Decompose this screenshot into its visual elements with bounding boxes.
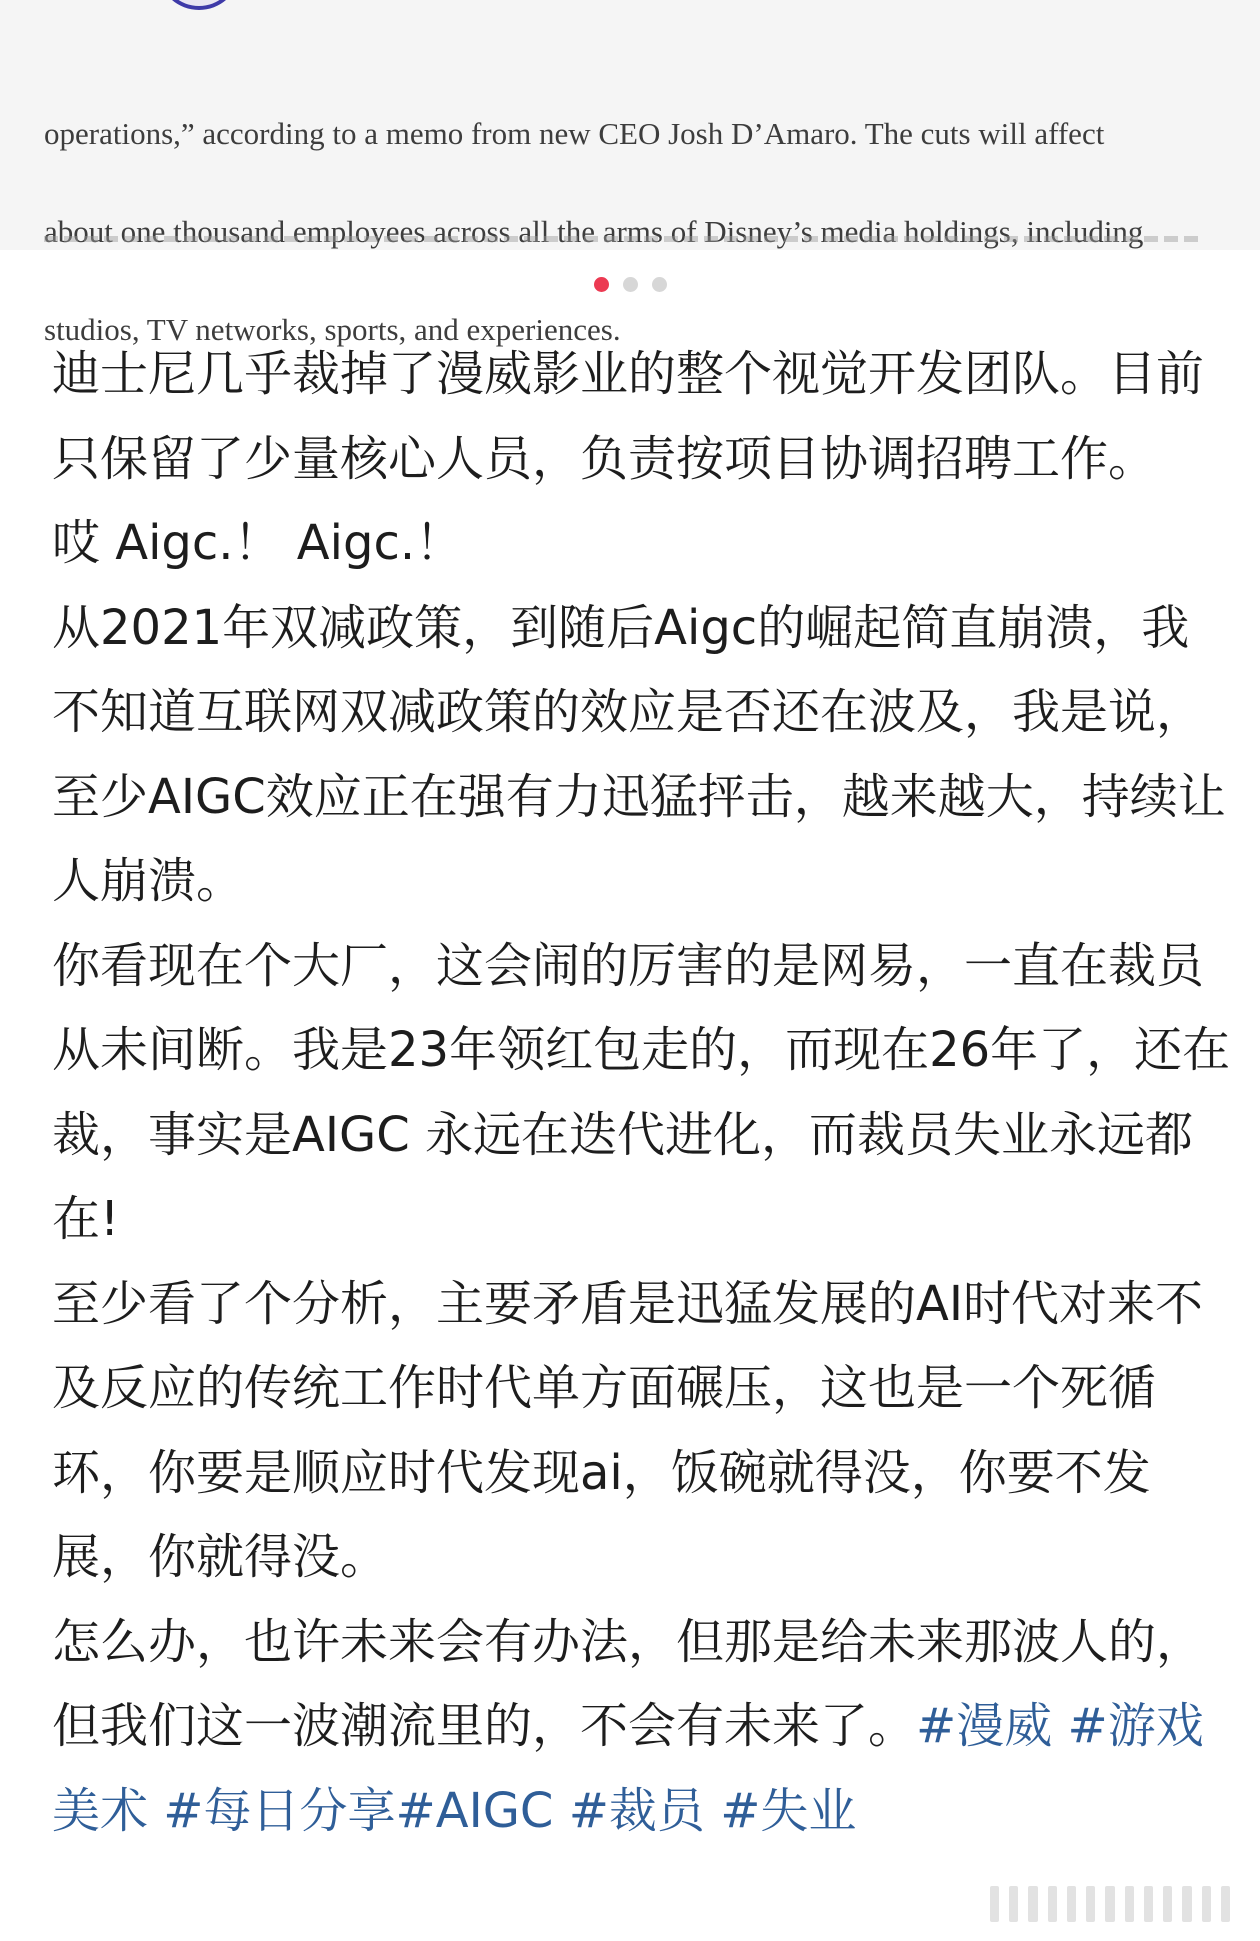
- hashtag-aigc[interactable]: #AIGC: [395, 1782, 554, 1839]
- carousel-dot-3[interactable]: [652, 277, 667, 292]
- carousel-dot-1[interactable]: [594, 277, 609, 292]
- post-paragraph-last: [52, 1600, 1232, 1854]
- hashtag-game-art[interactable]: #游戏美术: [52, 1698, 1204, 1839]
- hashtag-layoffs[interactable]: #裁员: [568, 1782, 705, 1839]
- avatar: [160, 0, 238, 10]
- post-paragraph-text: 怎么办，也许未来会有办法，但那是给未来那波人的，但我们这一波潮流里的，不会有未来了。: [52, 1613, 1205, 1754]
- post-paragraph: 哎 Aigc.！ Aigc.！: [52, 515, 464, 571]
- article-cut-line: [44, 232, 1224, 242]
- article-line: studios, TV networks, sports, and experiences.: [44, 312, 621, 347]
- post-body: [52, 332, 1232, 1853]
- carousel-dot-2[interactable]: [623, 277, 638, 292]
- truncated-text-glyphs: [990, 1884, 1230, 1924]
- carousel-indicator: [0, 277, 1260, 297]
- post-paragraph: 你看现在个大厂，这会闹的厉害的是网易，一直在裁员从未间断。我是23年领红包走的，而现在26年了，还在裁，事实是AIGC 永远在迭代进化，而裁员失业永远都在!: [52, 937, 1231, 1247]
- hashtag-unemployment[interactable]: #失业: [720, 1782, 857, 1839]
- post-paragraph: 迪士尼几乎裁掉了漫威影业的整个视觉开发团队。目前只保留了少量核心人员，负责按项目协调招聘工作。: [52, 346, 1205, 487]
- hashtag-daily-share[interactable]: #每日分享: [163, 1782, 396, 1839]
- hashtag-marvel[interactable]: #漫威: [916, 1698, 1053, 1754]
- article-line: about one thousand employees across all the arms of Disney’s media holdings, including: [44, 214, 1144, 249]
- image-carousel[interactable]: [0, 0, 1260, 347]
- post-paragraph: 从2021年双减政策，到随后Aigc的崛起简直崩溃，我不知道互联网双减政策的效应是否还在波及，我是说，至少AIGC效应正在强有力迅猛抨击，越来越大，持续让人崩溃。: [52, 599, 1226, 909]
- article-line: operations,” according to a memo from new CEO Josh D’Amaro. The cuts will affect: [44, 116, 1105, 151]
- post-paragraph: 至少看了个分析，主要矛盾是迅猛发展的AI时代对来不及反应的传统工作时代单方面碾压，这也是一个死循环，你要是顺应时代发现ai，饭碗就得没，你要不发展，你就得没。: [52, 1275, 1203, 1585]
